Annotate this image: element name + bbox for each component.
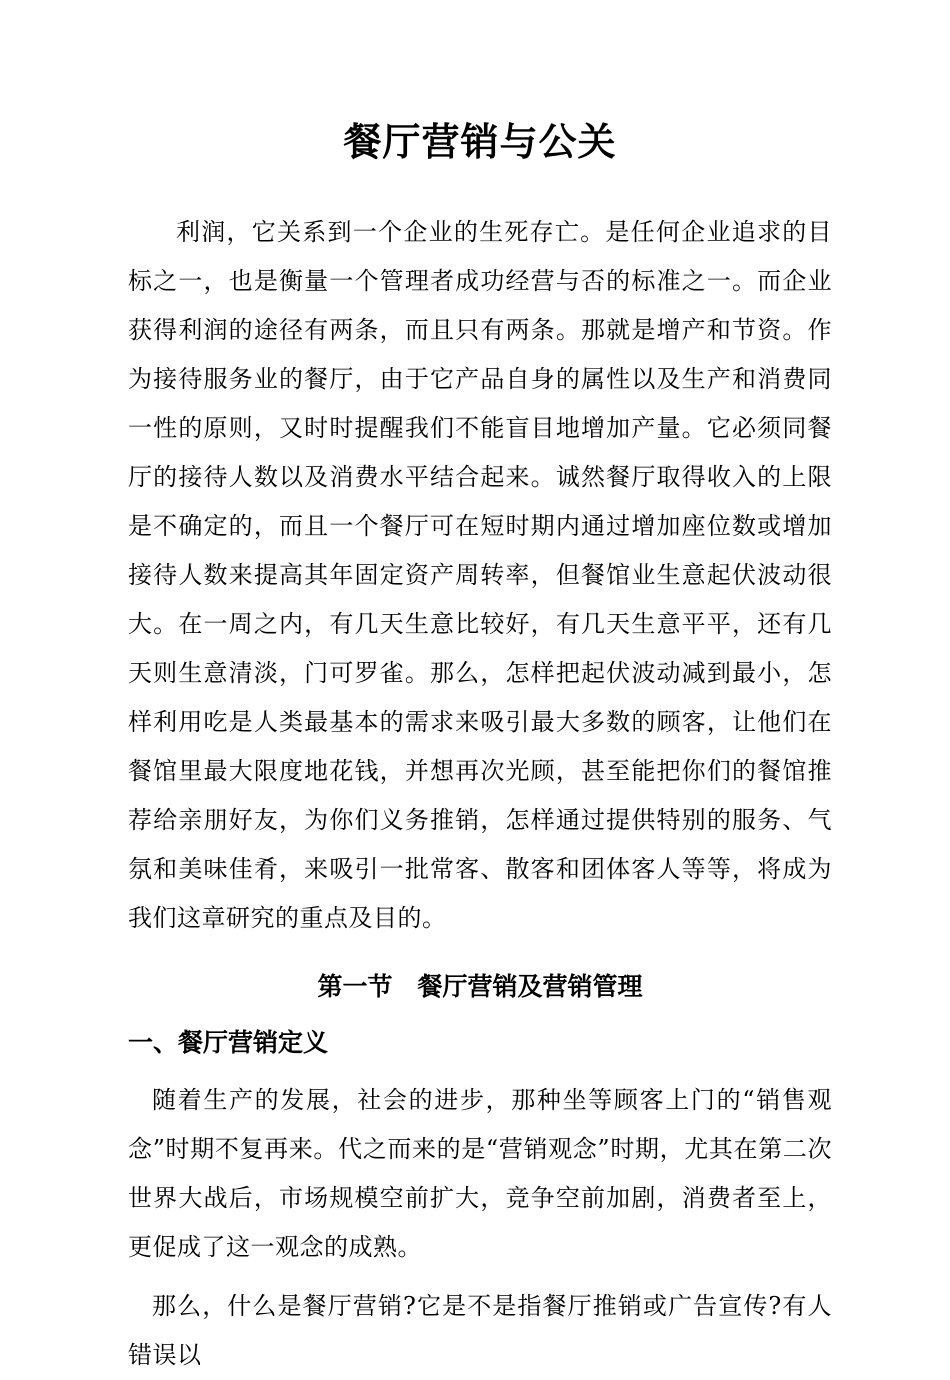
intro-paragraph: 利润，它关系到一个企业的生死存亡。是任何企业追求的目标之一，也是衡量一个管理者成功经营与否的标准之一。而企业获得利润的途径有两条，而且只有两条。那就是增产和节资。作为接待服务业的餐厅，由于它产品自身的属性以及生产和消费同一性的原则，又时时提醒我们不能盲目地增加产量。它必须同餐厅的接待人数以及消费水平结合起来。诚然餐厅取得收入的上限是不确定的，而且一个餐厅可在短时期内通过增加座位数或增加接待人数来提高其年固定资产周转率，但餐馆业生意起伏波动很大。在一周之内，有几天生意比较好，有几天生意平平，还有几天则生意清淡，门可罗雀。那么，怎样把起伏波动减到最小，怎样利用吃是人类最基本的需求来吸引最大多数的顾客，让他们在餐馆里最大限度地花钱，并想再次光顾，甚至能把你们的餐馆推荐给亲朋好友，为你们义务推销，怎样通过提供特别的服务、气氛和美味佳肴，来吸引一批常客、散客和团体客人等等，将成为我们这章研究的重点及目的。 — [128, 217, 832, 932]
marketing-question-paragraph: 那么，什么是餐厅营销?它是不是指餐厅推销或广告宣传?有人错误以 — [128, 1291, 832, 1369]
section-heading: 第一节 餐厅营销及营销管理 — [317, 971, 643, 1001]
marketing-concept-paragraph: 随着生产的发展，社会的进步，那种坐等顾客上门的“销售观念”时期不复再来。代之而来的是“营销观念”时期，尤其在第二次世界大战后，市场规模空前扩大，竞争空前加剧，消费者至上，更促成了这一观念的成熟。 — [128, 1085, 832, 1261]
subsection-heading: 一、餐厅营销定义 — [128, 1028, 329, 1058]
document-title: 餐厅营销与公关 — [343, 120, 617, 164]
